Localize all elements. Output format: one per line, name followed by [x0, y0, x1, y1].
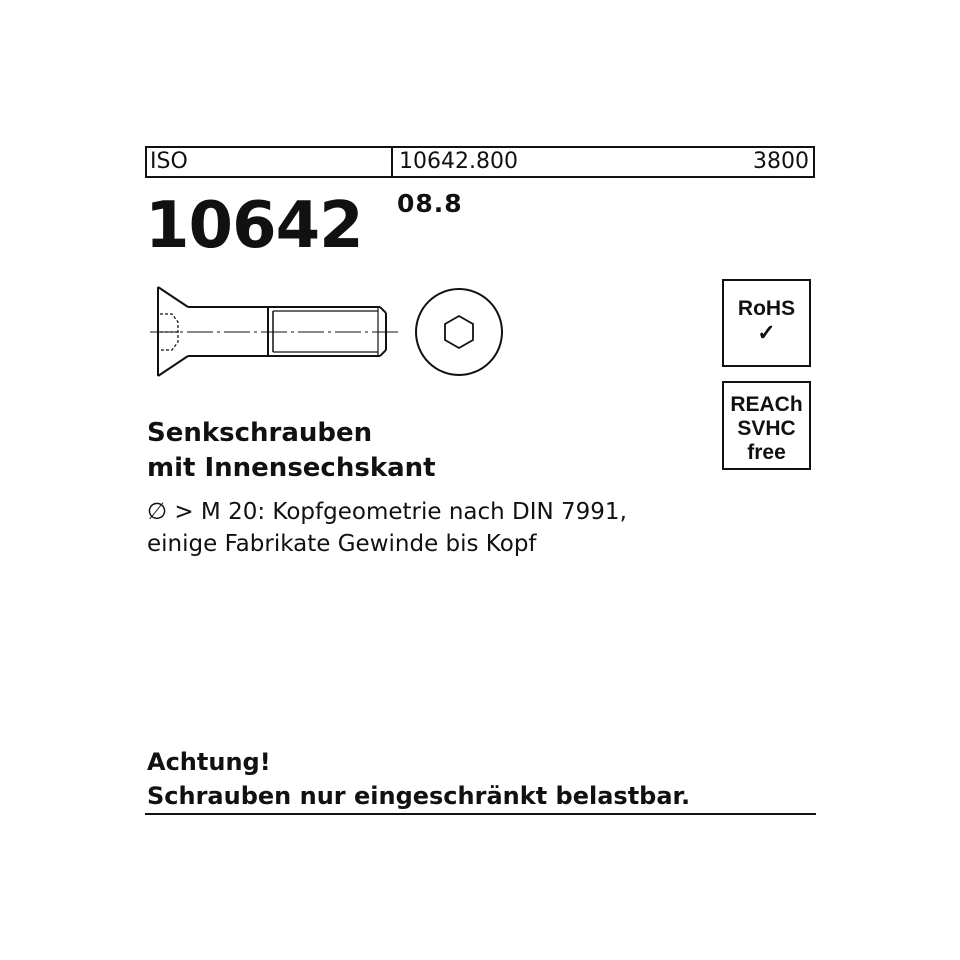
rohs-label: RoHS — [737, 297, 796, 320]
free-label: free — [747, 441, 786, 464]
svhc-label: SVHC — [737, 417, 796, 440]
rohs-badge — [722, 279, 811, 367]
standard-label: ISO — [150, 149, 188, 174]
reach-badge — [722, 381, 811, 470]
header-divider — [391, 148, 393, 176]
description-line1: ∅ > M 20: Kopfgeometrie nach DIN 7991, — [147, 499, 627, 525]
warning-title: Achtung! — [147, 748, 271, 776]
check-icon: ✓ — [757, 320, 776, 345]
strength-grade: 08.8 — [397, 189, 463, 218]
standard-number: 10642 — [145, 189, 363, 263]
countersunk-screw-side-view-icon — [150, 280, 400, 380]
product-code: 3800 — [753, 149, 809, 174]
header-bar — [145, 146, 815, 178]
article-number: 10642.800 — [399, 149, 518, 174]
description-line2: einige Fabrikate Gewinde bis Kopf — [147, 531, 537, 557]
hex-socket-top-view-icon — [413, 286, 505, 378]
reach-label: REACh — [730, 393, 803, 416]
bottom-divider — [145, 813, 816, 815]
product-title-line1: Senkschrauben — [147, 418, 373, 448]
product-title-line2: mit Innensechskant — [147, 453, 436, 483]
warning-text: Schrauben nur eingeschränkt belastbar. — [147, 782, 691, 810]
